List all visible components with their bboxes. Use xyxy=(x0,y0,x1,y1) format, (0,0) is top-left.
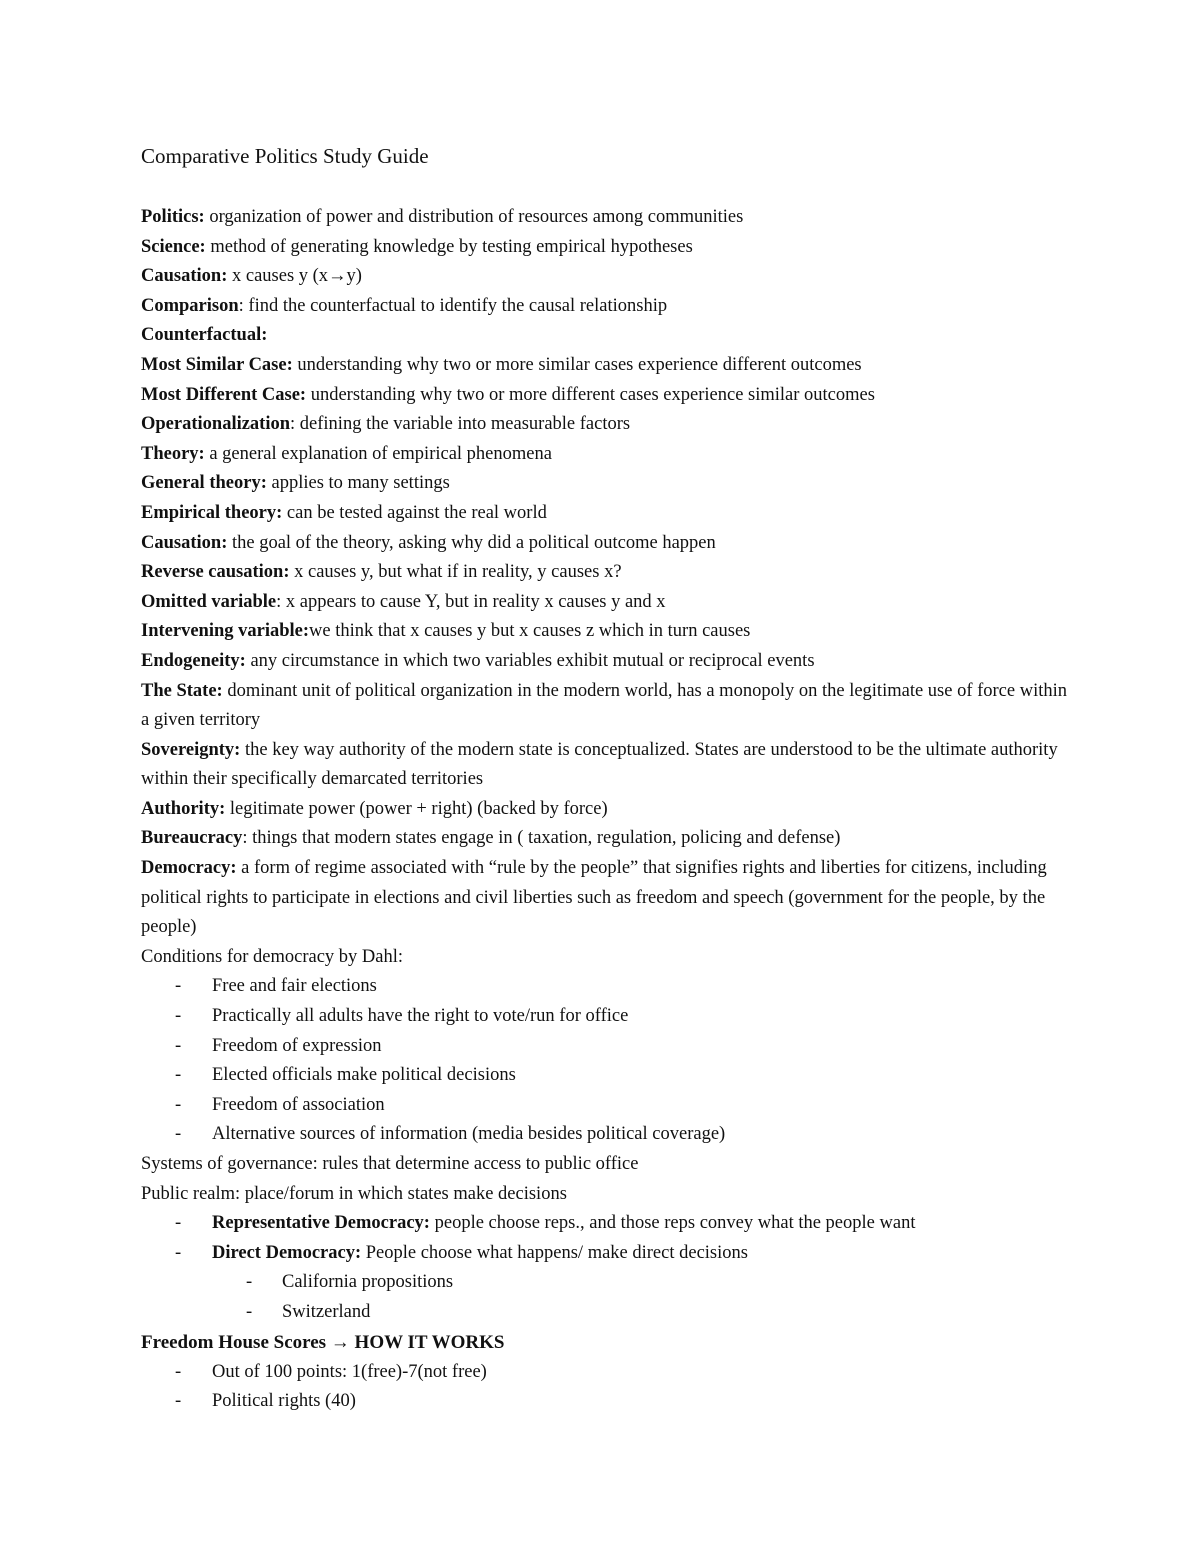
definition-general-theory xyxy=(141,469,1071,499)
freedom-house-list xyxy=(141,1358,1071,1417)
list-item: - Out of 100 points: 1(free)-7(not free) xyxy=(141,1358,1071,1388)
definition-the-state xyxy=(141,677,1071,736)
definition-bureaucracy xyxy=(141,824,1071,854)
definition-text: method of generating knowledge by testing empirical hypotheses xyxy=(205,236,693,257)
definition-causation-goal xyxy=(141,529,1071,559)
systems-of-governance-line: Systems of governance: rules that determine access to public office xyxy=(141,1154,639,1174)
list-item: - Freedom of expression xyxy=(141,1032,1071,1062)
definition-term: Comparison xyxy=(141,295,239,316)
definition-text: : defining the variable into measurable factors xyxy=(290,414,631,435)
definition-term: Endogeneity: xyxy=(141,650,246,671)
direct-democracy-examples-list xyxy=(141,1268,1071,1327)
definition-text: x causes y, but what if in reality, y causes x? xyxy=(289,562,622,583)
definition-text: applies to many settings xyxy=(266,473,450,494)
definition-reverse-causation xyxy=(141,558,1071,588)
definition-comparison xyxy=(141,292,1071,322)
definition-text: the key way authority of the modern state is conceptualized. States are understood to be the ultimate authority within their specifically demarcated territories xyxy=(141,739,1058,790)
definition-term: Politics: xyxy=(141,207,205,227)
definition-term: Most Different Case: xyxy=(141,384,307,405)
list-item: - Free and fair elections xyxy=(141,972,1071,1002)
definition-term: Causation: xyxy=(141,532,228,553)
list-item: - Political rights (40) xyxy=(141,1387,1071,1417)
definition-text: understanding why two or more similar cases experience different outcomes xyxy=(292,354,862,375)
definition-term: Most Similar Case: xyxy=(141,354,293,375)
definition-text: : things that modern states engage in ( taxation, regulation, policing and defense) xyxy=(242,828,841,849)
definition-text: any circumstance in which two variables exhibit mutual or reciprocal events xyxy=(245,650,815,671)
definition-text: x causes y (x→y) xyxy=(227,266,362,287)
definition-term: Representative Democracy: xyxy=(212,1213,430,1234)
dahl-heading: Conditions for democracy by Dahl: xyxy=(141,946,404,967)
definition-sovereignty xyxy=(141,736,1071,795)
definition-text: : find the counterfactual to identify the causal relationship xyxy=(238,295,668,316)
definition-term: Reverse causation: xyxy=(141,562,290,583)
definition-text: can be tested against the real world xyxy=(282,502,547,523)
definition-term: Democracy: xyxy=(141,858,237,879)
definition-term: Empirical theory: xyxy=(141,502,283,523)
list-item: - Freedom of association xyxy=(141,1091,1071,1121)
definition-text: legitimate power (power + right) (backed by force) xyxy=(225,798,608,819)
definition-text: People choose what happens/ make direct decisions xyxy=(361,1242,748,1263)
dahl-conditions-list xyxy=(141,972,1071,1150)
definition-term: Intervening variable: xyxy=(141,621,310,642)
definition-term: Sovereignty: xyxy=(141,739,241,760)
list-item: - Practically all adults have the right to vote/run for office xyxy=(141,1002,1071,1032)
definition-text: we think that x causes y but x causes z which in turn causes xyxy=(309,621,751,642)
definition-text: people choose reps., and those reps convey what the people want xyxy=(429,1213,916,1234)
document-page xyxy=(141,141,1071,1417)
definition-term: Science: xyxy=(141,236,206,257)
definition-text: : x appears to cause Y, but in reality x causes y and x xyxy=(276,591,666,612)
list-item-direct-democracy xyxy=(141,1239,1071,1269)
definitions-list xyxy=(141,203,1071,943)
definition-term: Authority: xyxy=(141,798,226,819)
list-item-representative-democracy xyxy=(141,1209,1071,1239)
definition-text: the goal of the theory, asking why did a political outcome happen xyxy=(227,532,716,553)
definition-intervening-variable xyxy=(141,617,1071,647)
public-realm-line: Public realm: place/forum in which states make decisions xyxy=(141,1183,567,1204)
definition-term: Causation: xyxy=(141,266,228,287)
definition-democracy xyxy=(141,854,1071,943)
definition-politics xyxy=(141,203,1071,233)
definition-science xyxy=(141,233,1071,263)
definition-term: The State: xyxy=(141,680,223,701)
list-item: - Elected officials make political decisions xyxy=(141,1061,1071,1091)
freedom-house-heading: Freedom House Scores → HOW IT WORKS xyxy=(141,1331,505,1353)
definition-text: organization of power and distribution of resources among communities xyxy=(204,207,744,227)
definition-text: understanding why two or more different cases experience similar outcomes xyxy=(306,384,875,405)
definition-operationalization xyxy=(141,410,1071,440)
definition-term: Operationalization xyxy=(141,414,291,435)
list-item: - California propositions xyxy=(141,1268,1071,1298)
definition-causation xyxy=(141,262,1071,292)
definition-term: Counterfactual: xyxy=(141,325,268,346)
definition-theory xyxy=(141,440,1071,470)
document-title: Comparative Politics Study Guide xyxy=(141,144,429,168)
democracy-types-list xyxy=(141,1209,1071,1268)
definition-empirical-theory xyxy=(141,499,1071,529)
definition-authority xyxy=(141,795,1071,825)
definition-term: Bureaucracy xyxy=(141,828,243,849)
definition-most-similar-case xyxy=(141,351,1071,381)
definition-term: Direct Democracy: xyxy=(212,1242,362,1263)
list-item: - Alternative sources of information (media besides political coverage) xyxy=(141,1120,1071,1150)
definition-most-different-case xyxy=(141,381,1071,411)
list-item: - Switzerland xyxy=(141,1298,1071,1328)
definition-term: General theory: xyxy=(141,473,267,494)
definition-text: dominant unit of political organization in the modern world, has a monopoly on the legitimate use of force within a given territory xyxy=(141,680,1068,731)
definition-text: a general explanation of empirical phenomena xyxy=(204,443,552,464)
definition-endogeneity xyxy=(141,647,1071,677)
definition-term: Omitted variable xyxy=(141,591,277,612)
definition-omitted-variable xyxy=(141,588,1071,618)
definition-term: Theory: xyxy=(141,443,205,464)
definition-counterfactual xyxy=(141,321,1071,351)
definition-text: a form of regime associated with “rule by the people” that signifies rights and liberties for citizens, including political rights to participate in elections and civil liberties such as freedom and speech (government for the people, by the people) xyxy=(141,858,1047,938)
